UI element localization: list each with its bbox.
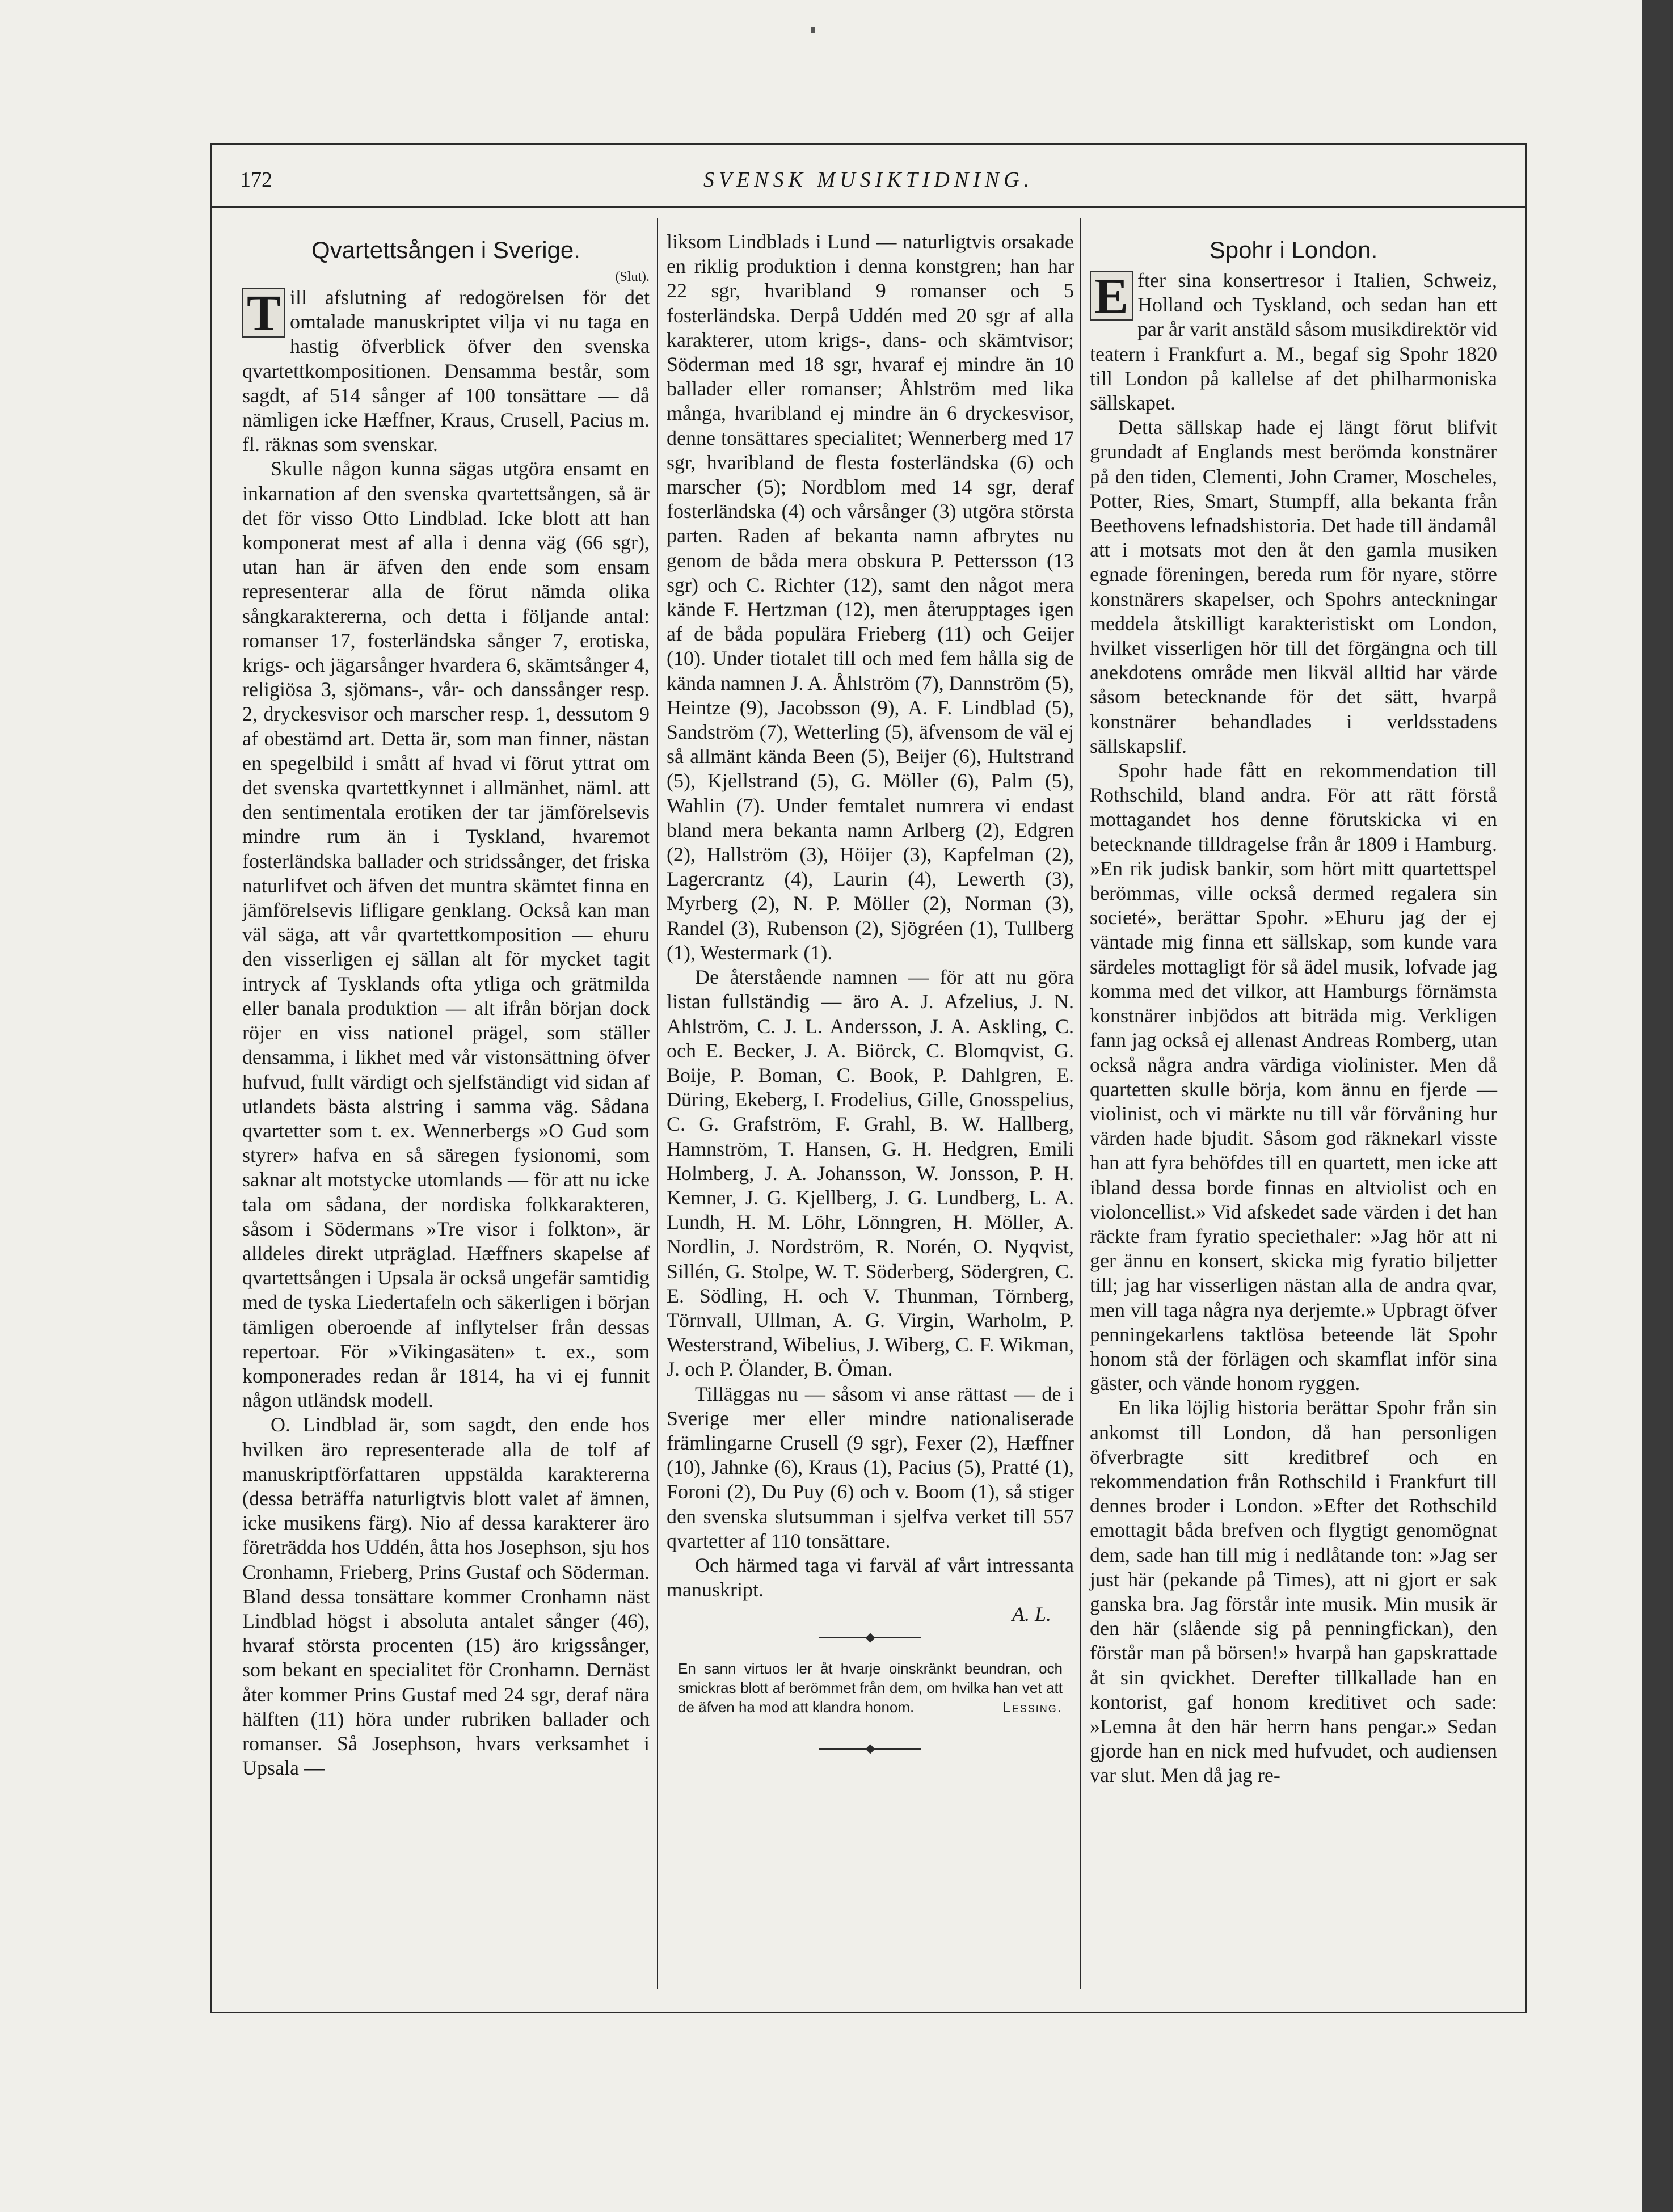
signature-line	[667, 1602, 1074, 1627]
article-title-spohr: Spohr i London.	[1209, 237, 1378, 263]
drop-cap-initial: T	[242, 288, 285, 338]
column-left	[242, 230, 650, 1989]
author-signature: A. L.	[1012, 1603, 1051, 1626]
paragraph: En lika löjlig historia berättar Spohr från sin ankomst till London, då han personligen öfverbragte sitt kreditbref och en rekommendation från Rothschild i Frankfurt till dennes broder i London. »Efter det Rothschild emottagit båda brefven och flygtigt genomögnat dem, sade han till mig i nedlåtande ton: »Jag ser just här (pekande på Times), att ni gjort er sak ganska bra. Jag förstår inte musik. Min musik är den här (slående sig på penningfickan), den förstår man på börsen!» hvarpå han gapskrattade åt sin qvickhet. Derefter tillkallade han en kontorist, gaf honom kreditivet och sade: »Lemna åt den här herrn hans pengar.» Sedan gjorde han en nick med hufvudet, och audiensen var slut. Men då jag re-	[1090, 1396, 1497, 1787]
article-end-note: (Slut).	[615, 269, 650, 284]
paragraph: Skulle någon kunna sägas utgöra ensamt en inkarnation af den svenska qvartettsången, så är det för visso Otto Lindblad. Icke blott att han komponerat mest af alla i denna väg (66 sgr), utan han är äfven den ende som ensam representerar alla de förut nämda olika sångkaraktererna, och detta i följande antal: romanser 17, fosterländska sånger 7, erotiska, krigs- och jägarsånger hvardera 6, skämtsånger 4, religiösa 3, sjömans-, vår- och danssånger resp. 2, dryckesvisor och marscher resp. 1, dessutom 9 af obestämd art. Detta är, som man finner, nästan en spegelbild i smått af hvad vi förut yttrat om det svenska qvartettkynnet i allmänhet, näml. att den sentimentala erotiken der tar jämförelsevis mindre rum än i Tyskland, hvaremot fosterländska ballader och stridssånger, det friska naturlifvet och äfven det muntra skämtet finna en jämförelsevis lifligare genklang. Också kan man väl säga, att vår qvartettkomposition — ehuru den visserligen ej sällan alt för mycket tagit intryck af Tysklands ofta ytliga och grätmilda eller banala produktion — alt ifrån början dock röjer en viss nationel prägel, som ställer densamma, i likhet med vår vistonsättning öfver hufvud, fullt värdigt och sjelfständigt vid sidan af utlandets bästa alstring i samma väg. Sådana qvartetter som t. ex. Wennerbergs »O Gud som styrer» hafva en så säregen fysionomi, som saknar alt motstycke utomlands — för att nu icke tala om sådana, der nordiska folkkarakteren, såsom i Södermans »Tre visor i folkton», är alldeles direkt utpräglad. Hæffners skapelse af qvartettsången i Upsala är också ungefär samtidig med de tyska Liedertafeln och säkerligen i början tämligen oberoende af inflytelser från dessas repertoar. För »Vikingasäten» t. ex., som komponerades redan år 1814, ha vi ej funnit någon utländsk modell.	[242, 457, 650, 1412]
epigraph-quote	[678, 1659, 1063, 1717]
scan-speck	[811, 27, 815, 33]
page-frame	[210, 143, 1527, 2013]
divider-diamond-icon	[866, 1744, 875, 1754]
running-title: SVENSK MUSIKTIDNING.	[703, 168, 1034, 192]
quote-text: En sann virtuos ler åt hvarje oinskränkt beundran, och smickras blott af berömmet från dem, om hvilka han vet att de äfven ha mod att klandra honom.	[678, 1659, 1063, 1716]
paragraph: Detta sällskap hade ej längt förut blifvit grundadt af Englands mest berömda konstnärer på den tiden, Clementi, John Cramer, Moscheles, Potter, Ries, Smart, Stumpff, alla bekanta från Beethovens lefnadshistoria. Det hade till ändamål att i motsats mot den åt den gamla musiken egnade föreningen, bereda rum för nyare, större konstnärers skapelser, och Spohrs anteckningar meddela åtskilligt karakteristiskt om London, hvilket visserligen hör till det förgängna och till anekdotens område men likväl alltid har värde såsom betecknande för det sätt, hvarpå konstnärer behandlades i verldsstadens sällskapslif.	[1090, 416, 1497, 757]
paragraph: Spohr hade fått en rekommendation till Rothschild, bland andra. För att rätt förstå mottagandet hos denne förutskicka vi en betecknande tilldragelse från år 1809 i Hamburg. »En rik judisk bankir, som hört mitt quartettspel berömmas, ville också dermed regalera sin societé», berättar Spohr. »Ehuru jag der ej väntade mig finna ett sällskap, som kunde vara särdeles mottagligt för så ädel musik, lofvade jag komma med det vilkor, att Hamburgs förnämsta konstnärer inbjödos att biträda mig. Verkligen fann jag också ej allenast Andreas Romberg, utan också några andra värdiga violinister. Men då quartetten skulle börja, kom ännu en fjerde — violinist, och vi märkte nu till vår förvåning hur värden hade bjudit. Såsom god räknekarl visste han att fyra behöfdes till en quartett, men icke att ibland dessa borde finnas en altviolist och en violoncellist.» Vid afskedet sade värden i det han räckte fram fyratio speciethaler: »Jag hör att ni ger ännu en konsert, skicka mig fyratio biljetter till; jag har visserligen nästan alla de andra qvar, men vill taga några nya derjemte.» Upbragt öfver penningekarlens taktlösa beteende lät Spohr honom stå der förlägen och skamflat inför sina gäster, och vände honom ryggen.	[1090, 759, 1497, 1395]
column-middle	[667, 230, 1074, 1989]
ornament-divider	[819, 1637, 921, 1638]
divider-diamond-icon	[866, 1633, 875, 1642]
closing-paragraph: Och härmed taga vi farväl af vårt intressanta manuskript.	[667, 1553, 1074, 1602]
column-divider-2	[1080, 218, 1081, 1989]
column-right	[1090, 230, 1497, 1989]
drop-cap-initial: E	[1090, 271, 1133, 321]
page-number: 172	[240, 168, 272, 192]
header-rule	[212, 206, 1525, 208]
paragraph-text: fter sina konsertresor i Italien, Schweiz, Holland och Tyskland, och sedan han ett par år varit anstäld såsom musikdirektör vid teatern i Frankfurt a. M., begaf sig Spohr 1820 till London på kallelse af det philharmoniska sällskapet.	[1090, 269, 1497, 415]
paragraph: De återstående namnen — för att nu göra listan fullständig — äro A. J. Afzelius, J. N. Ahlström, C. J. L. Andersson, J. A. Askling, C. och E. Becker, J. A. Biörck, C. Blomqvist, G. Boije, P. Boman, C. Book, P. Dahlgren, E. Düring, Ekeberg, I. Frodelius, Gille, Gnosspelius, C. G. Grafström, F. Grahl, B. W. Hallberg, Hamnström, T. Hansen, G. H. Hedgren, Emili Holmberg, J. A. Johansson, W. Jonsson, P. H. Kemner, J. G. Kjellberg, J. G. Lundberg, L. A. Lundh, H. M. Löhr, Lönngren, H. Möller, A. Nordlin, J. Nordström, R. Norén, O. Nyqvist, Sillén, G. Stolpe, W. T. Söderberg, Södergren, C. E. Södling, H. och V. Thunman, Törnberg, Törnvall, Ullman, A. G. Virgin, Warholm, P. Westerstrand, Wibelius, J. Wiberg, C. F. Wikman, J. och P. Ölander, B. Öman.	[667, 966, 1074, 1381]
quote-author: Lessing.	[1002, 1698, 1063, 1716]
paragraph: liksom Lindblads i Lund — naturligtvis orsakade en riklig produktion i denna konstgren; han har 22 sgr, hvaribland 9 romanser och 5 fosterländska. Derpå Uddén med 20 sgr af alla karakterer, utom krigs-, dans- och skämtvisor; Söderman med 18 sgr, hvaraf ej mindre än 10 ballader eller romanser; Åhlström med lika många, hvaribland ej mindre än 6 dryckesvisor, denne tonsättares specialitet; Wennerberg med 17 sgr, hvaribland de flesta fosterländska (6) och marscher (5); Nordblom med 14 sgr, deraf fosterländska (4) och vårsånger (3) utgöra största parten. Raden af bekanta namn afbrytes nu genom de båda mera obskura P. Pettersson (13 sgr) och C. Richter (12), samt den något mera kände F. Hertzman (12), men återupptages igen af de båda populära Frieberg (11) och Geijer (10). Under tiotalet till och med fem hålla sig de kända namnen J. A. Åhlström (7), Dannström (5), Heintze (9), Jacobsson (9), A. F. Lindblad (5), Sandström (7), Wetterling (5), äfvensom de väl ej så allmänt kända Been (5), Beijer (6), Hultstrand (5), Kjellstrand (5), G. Möller (6), Palm (5), Wahlin (7). Under femtalet numrera vi endast bland mera bekanta namn Arlberg (2), Edgren (2), Hallström (3), Höijer (3), Kapfelman (2), Lagercrantz (4), Laurin (4), Lewerth (3), Myrberg (2), N. P. Möller (2), Norman (3), Randel (3), Rubenson (2), Sjögréen (1), Tullberg (1), Westermark (1).	[667, 230, 1074, 964]
article-title-qvartettsangen: Qvartettsången i Sverige.	[311, 237, 580, 263]
paragraph: O. Lindblad är, som sagdt, den ende hos hvilken äro representerade alla de tolf af manuskriptförfattaren uppstälda karaktererna (dessa beträffa naturligtvis blott valet af ämnen, icke musikens färg). Nio af dessa karakterer äro företrädda hos Uddén, åtta hos Josephson, sju hos Cronhamn, Frieberg, Prins Gustaf och Söderman. Bland dessa tonsättare kommer Cronhamn näst Lindblad högst i absoluta antalet sånger (46), hvaraf största procenten (15) äro krigssånger, som bekant en specialitet för Cronhamn. Dernäst åter kommer Prins Gustaf med 24 sgr, deraf nära hälften (11) höra under rubriken ballader och romanser. Så Josephson, hvars verksamhet i Upsala —	[242, 1413, 650, 1780]
paragraph	[242, 285, 650, 457]
ornament-divider	[819, 1748, 921, 1750]
paragraph: Tilläggas nu — såsom vi anse rättast — de i Sverige mer eller mindre nationaliserade främlingarne Crusell (9 sgr), Fexer (2), Hæffner (10), Jahnke (6), Kraus (1), Pacius (5), Pratté (1), Foroni (2), Du Puy (6) och v. Boom (1), så stiger den svenska slutsumman i sjelfva verket till 557 qvartetter af 110 tonsättare.	[667, 1382, 1074, 1552]
column-divider-1	[657, 218, 658, 1989]
paragraph-text: ill afslutning af redogörelsen för det omtalade manuskriptet vilja vi nu taga en hastig öfverblick öfver den svenska qvartettkompositionen. Densamma består, som sagdt, af 514 sånger af 100 tonsättare — då nämligen icke Hæffner, Kraus, Crusell, Pacius m. fl. räknas som svenskar.	[242, 286, 650, 456]
paragraph	[1090, 268, 1497, 415]
